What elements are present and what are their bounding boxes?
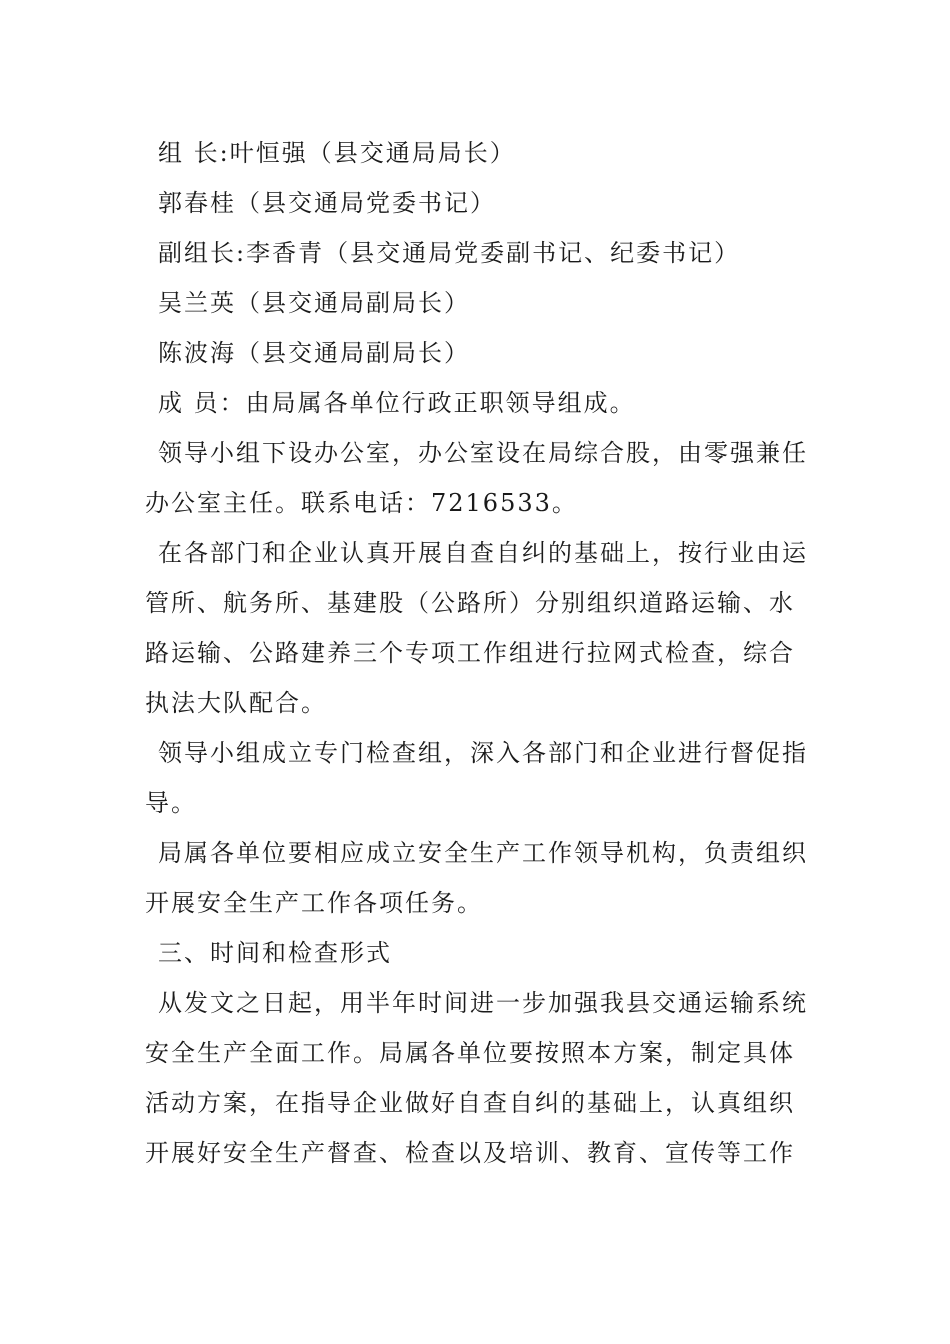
text-line: 副组长:李香青（县交通局党委副书记、纪委书记） bbox=[158, 239, 741, 267]
document-body bbox=[145, 128, 811, 1178]
text-line: 从发文之日起，用半年时间进一步加强我县交通运输系统 bbox=[158, 989, 808, 1017]
text-line: 办公室主任。联系电话：7216533。 bbox=[145, 489, 578, 517]
section-heading: 三、时间和检查形式 bbox=[158, 939, 392, 967]
text-line: 吴兰英（县交通局副局长） bbox=[158, 289, 470, 317]
text-line: 开展安全生产工作各项任务。 bbox=[145, 889, 483, 917]
text-line: 陈波海（县交通局副局长） bbox=[158, 339, 470, 367]
text-line: 导。 bbox=[145, 789, 197, 817]
text-line: 安全生产全面工作。局属各单位要按照本方案，制定具体 bbox=[145, 1039, 795, 1067]
text-line: 局属各单位要相应成立安全生产工作领导机构，负责组织 bbox=[158, 839, 808, 867]
text-line: 郭春桂（县交通局党委书记） bbox=[158, 189, 496, 217]
text-line: 领导小组成立专门检查组，深入各部门和企业进行督促指 bbox=[158, 739, 808, 767]
text-line: 活动方案，在指导企业做好自查自纠的基础上，认真组织 bbox=[145, 1089, 795, 1117]
text-line: 组 长:叶恒强（县交通局局长） bbox=[158, 139, 516, 167]
text-line: 开展好安全生产督查、检查以及培训、教育、宣传等工作 bbox=[145, 1139, 795, 1167]
text-line: 执法大队配合。 bbox=[145, 689, 327, 717]
text-line: 在各部门和企业认真开展自查自纠的基础上，按行业由运 bbox=[158, 539, 808, 567]
text-line: 路运输、公路建养三个专项工作组进行拉网式检查，综合 bbox=[145, 639, 795, 667]
text-line: 领导小组下设办公室，办公室设在局综合股，由零强兼任 bbox=[158, 439, 808, 467]
text-line: 管所、航务所、基建股（公路所）分别组织道路运输、水 bbox=[145, 589, 795, 617]
text-line: 成 员：由局属各单位行政正职领导组成。 bbox=[158, 389, 636, 417]
